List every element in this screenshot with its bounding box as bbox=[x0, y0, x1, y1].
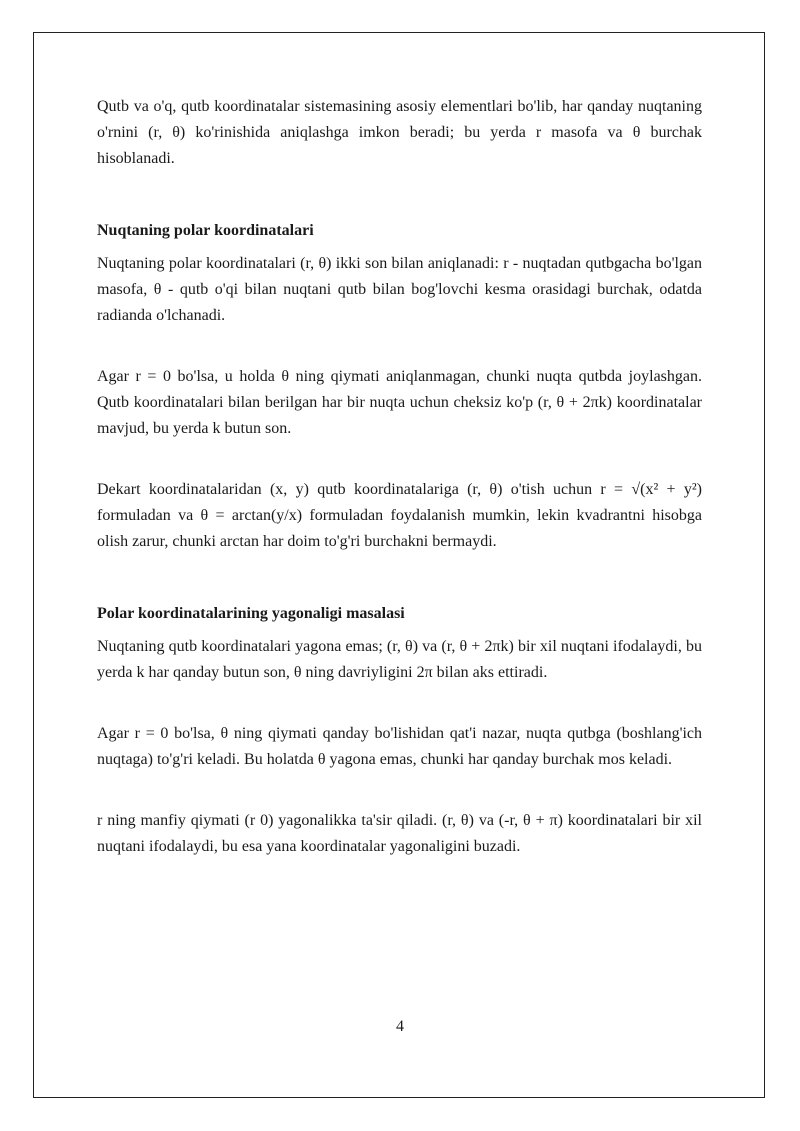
negative-radius-paragraph: r ning manfiy qiymati (r 0) yagonalikka ta'sir qiladi. (r, θ) va (-r, θ + π) koordinatalari bir xil nuqtani ifodalaydi, bu esa yana koordinatalar yagonaligini buzadi. bbox=[97, 812, 702, 855]
cartesian-conversion-paragraph: Dekart koordinatalaridan (x, y) qutb koordinatalariga (r, θ) o'tish uchun r = √(x² + y²) formuladan va θ = arctan(y/x) formuladan foydalanish mumkin, lekin kvadrantni hisobga olish zarur, chunki arctan har doim to'g'ri burchakni bermaydi. bbox=[97, 481, 702, 550]
pole-paragraph: Agar r = 0 bo'lsa, θ ning qiymati qanday bo'lishidan qat'i nazar, nuqta qutbga (boshlang'ich nuqtaga) to'g'ri keladi. Bu holatda θ yagona emas, chunki har qanday burchak mos keladi. bbox=[97, 725, 702, 768]
polar-definition-paragraph: Nuqtaning polar koordinatalari (r, θ) ikki son bilan aniqlanadi: r - nuqtadan qutbgacha bo'lgan masofa, θ - qutb o'qi bilan nuqtani qutb bilan bog'lovchi kesma orasidagi burchak, odatda radianda o'lchanadi. bbox=[97, 255, 702, 324]
section-heading-polar-coordinates: Nuqtaning polar koordinatalari bbox=[97, 222, 314, 239]
page-content bbox=[97, 94, 702, 860]
section-heading-uniqueness: Polar koordinatalarining yagonaligi masalasi bbox=[97, 605, 405, 622]
page-number: 4 bbox=[396, 1018, 404, 1035]
non-uniqueness-paragraph: Nuqtaning qutb koordinatalari yagona emas; (r, θ) va (r, θ + 2πk) bir xil nuqtani ifodalaydi, bu yerda k har qanday butun son, θ ning davriyligini 2π bilan aks ettiradi. bbox=[97, 638, 702, 681]
intro-paragraph: Qutb va o'q, qutb koordinatalar sistemasining asosiy elementlari bo'lib, har qanday nuqtaning o'rnini (r, θ) ko'rinishida aniqlashga imkon beradi; bu yerda r masofa va θ burchak hisoblanadi. bbox=[97, 98, 702, 167]
zero-radius-paragraph: Agar r = 0 bo'lsa, u holda θ ning qiymati aniqlanmagan, chunki nuqta qutbda joylashgan. Qutb koordinatalari bilan berilgan har bir nuqta uchun cheksiz ko'p (r, θ + 2πk) koordinatalar mavjud, bu yerda k butun son. bbox=[97, 368, 702, 437]
